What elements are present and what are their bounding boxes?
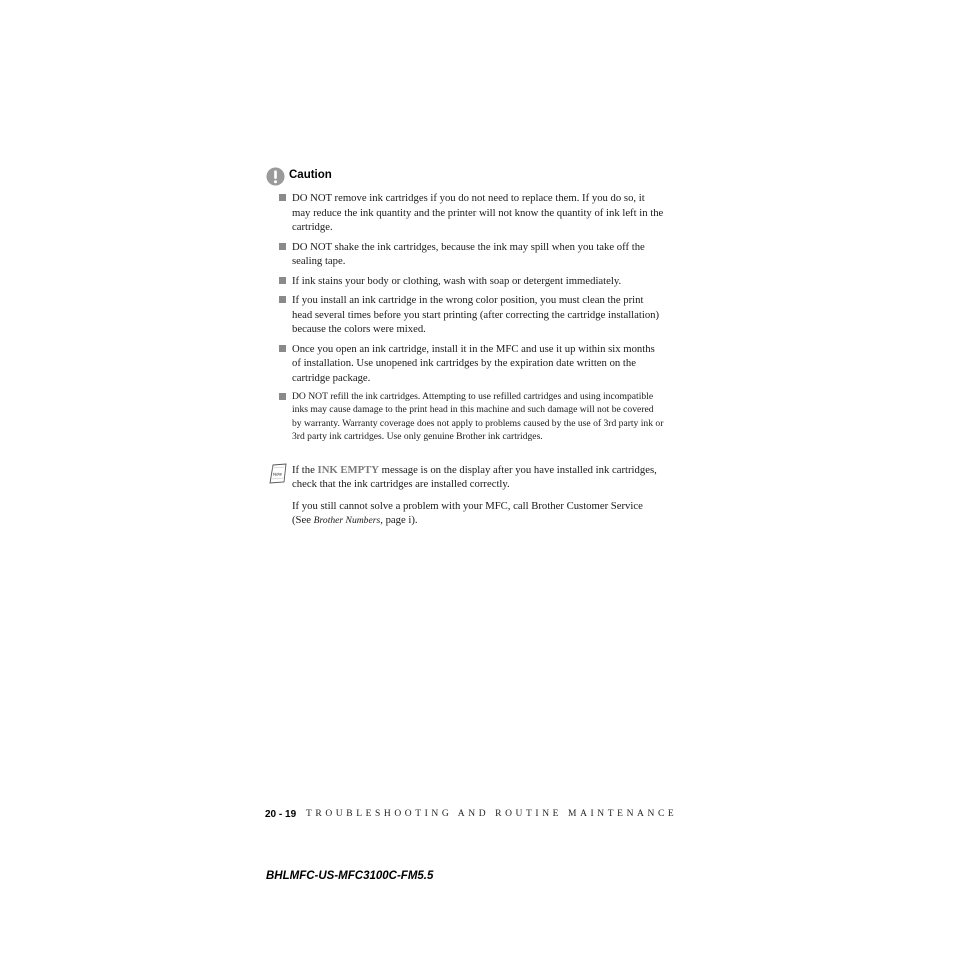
- list-item: [279, 390, 665, 443]
- square-bullet-icon: [279, 296, 286, 303]
- list-item: [279, 274, 665, 289]
- note-prefix: If the: [292, 464, 318, 476]
- square-bullet-icon: [279, 393, 286, 400]
- note-icon: [268, 463, 288, 485]
- caution-list: [279, 191, 665, 448]
- note-icon-label: Note: [272, 471, 283, 477]
- list-item-text: If you install an ink cartridge in the wrong color position, you must clean the print head several times before you start printing (after correcting the cartridge installation) because the colors were mixed.: [292, 294, 660, 335]
- note-text: [292, 463, 662, 491]
- list-item-text: DO NOT remove ink cartridges if you do not need to replace them. If you do so, it may reduce the ink quantity and the printer will not know the quantity of ink left in the cartridge.: [292, 192, 664, 233]
- support-text-before: If you still cannot solve a problem with your MFC, call Brother Customer Service (See: [292, 500, 643, 526]
- list-item-text: If ink stains your body or clothing, wash with soap or detergent immediately.: [292, 274, 622, 287]
- caution-icon: [266, 167, 285, 186]
- note-suffix: message is on the display after you have installed ink cartridges, check that the ink cartridges are installed correctly.: [292, 464, 657, 490]
- square-bullet-icon: [279, 277, 286, 284]
- square-bullet-icon: [279, 345, 286, 352]
- list-item: [279, 191, 665, 235]
- list-item-text: Once you open an ink cartridge, install it in the MFC and use it up within six months of installation. Use unopened ink cartridges by the expiration date written on the cartridge package.: [292, 342, 655, 384]
- square-bullet-icon: [279, 194, 286, 201]
- support-paragraph: [292, 499, 662, 528]
- caution-title: Caution: [289, 169, 332, 181]
- page-number: 20 - 19: [265, 809, 297, 820]
- support-text-after: , page i).: [380, 514, 418, 526]
- chapter-title: TROUBLESHOOTING AND ROUTINE MAINTENANCE: [306, 809, 678, 819]
- list-item: [279, 342, 665, 386]
- brother-numbers-reference: Brother Numbers: [313, 515, 381, 526]
- list-item: [279, 293, 665, 337]
- list-item: [279, 240, 665, 269]
- ink-empty-message: INK EMPTY: [317, 464, 379, 476]
- square-bullet-icon: [279, 243, 286, 250]
- list-item-text: DO NOT shake the ink cartridges, because the ink may spill when you take off the sealing tape.: [292, 240, 645, 267]
- document-code: BHLMFC-US-MFC3100C-FM5.5: [266, 870, 434, 882]
- list-item-text: DO NOT refill the ink cartridges. Attempting to use refilled cartridges and using incompatible inks may cause damage to the print head in this machine and such damage will not be covered by warranty. Warranty coverage does not apply to problems caused by the use of 3rd party ink or 3rd party ink cartridges. Use only genuine Brother ink cartridges.: [292, 391, 664, 442]
